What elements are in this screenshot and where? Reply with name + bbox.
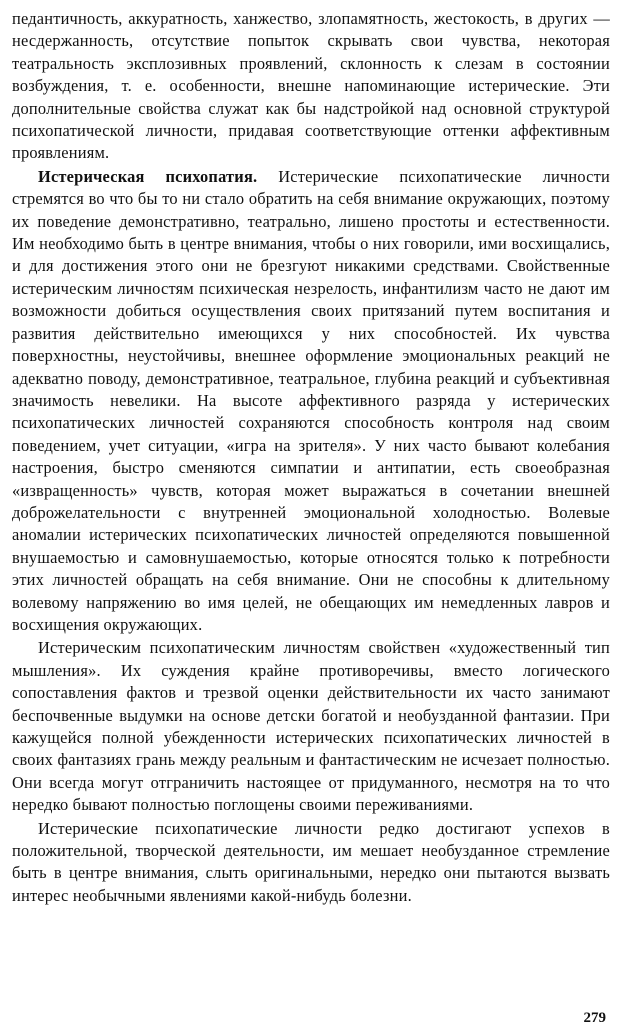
paragraph-3: [12, 637, 610, 816]
paragraph-4: [12, 818, 610, 908]
paragraph-2-text: Истерические психопатические личности стремятся во что бы то ни стало обратить на себя внимание окружающих, поэтому их поведение демонстративно, театрально, лишено простоты и естественности. Им необходимо быть в центре внимания, чтобы о них говорили, ими восхищались, и для достижения этого они не брезгуют никакими средствами. Свойственные истерическим личностям психическая незрелость, инфантилизм часто не дают им возможности добиться осуществления своих притязаний путем воспитания и развития действительно имеющихся у них способностей. Их чувства поверхностны, неустойчивы, внешнее оформление эмоциональных реакций не адекватно поводу, демонстративное, театральное, глубина реакций и субъективная значимость невелики. На высоте аффективного разряда у истерических психопатических личностей сохраняются способность контроля над своим поведением, учет ситуации, «игра на зрителя». У них часто бывают колебания настроения, быстро сменяются симпатии и антипатии, есть своеобразная «извращенность» чувств, которая может выражаться в сочетании внешней доброжелательности с внутренней эмоциональной холодностью. Волевые аномалии истерических психопатических личностей определяются повышенной внушаемостью и самовнушаемостью, которые относятся только к потребности этих личностей обращать на себя внимание. Они не способны к длительному волевому напряжению во имя целей, не обещающих им немедленных лавров и восхищения окружающих.: [12, 166, 610, 634]
paragraph-4-text: Истерические психопатические личности редко достигают успехов в положительной, творческой деятельности, им мешает необузданное стремление быть в центре внимания, слыть оригинальными, нередко они пытаются вызвать интерес необычными явлениями какой-нибудь болезни.: [12, 818, 610, 905]
page-number: 279: [583, 1010, 606, 1026]
body-text: [12, 8, 610, 907]
paragraph-2: [12, 166, 610, 637]
paragraph-1: [12, 8, 610, 165]
section-heading: Истерическая психопатия.: [38, 166, 258, 186]
paragraph-3-text: Истерическим психопатическим личностям свойствен «художественный тип мышления». Их суждения крайне противоречивы, вместо логического сопоставления фактов и трезвой оценки действительности их часто занимают беспочвенные выдумки на основе детски богатой и необузданной фантазии. При кажущейся полной убежденности истерических психопатических личностей в своих фантазиях грань между реальным и фантастическим не исчезает полностью. Они всегда могут отграничить настоящее от придуманного, несмотря на то что нередко бывают полностью поглощены своими переживаниями.: [12, 638, 610, 815]
paragraph-1-text: педантичность, аккуратность, ханжество, злопамятность, жестокость, в других — несдержанность, отсутствие попыток скрывать свои чувства, некоторая театральность эксплозивных проявлений, склонность к слезам в состоянии возбуждения, т. е. особенности, внешне напоминающие истерические. Эти дополнительные свойства служат как бы надстройкой над основной структурой психопатической личности, придавая соответствующие оттенки аффективным проявлениям.: [12, 9, 610, 163]
